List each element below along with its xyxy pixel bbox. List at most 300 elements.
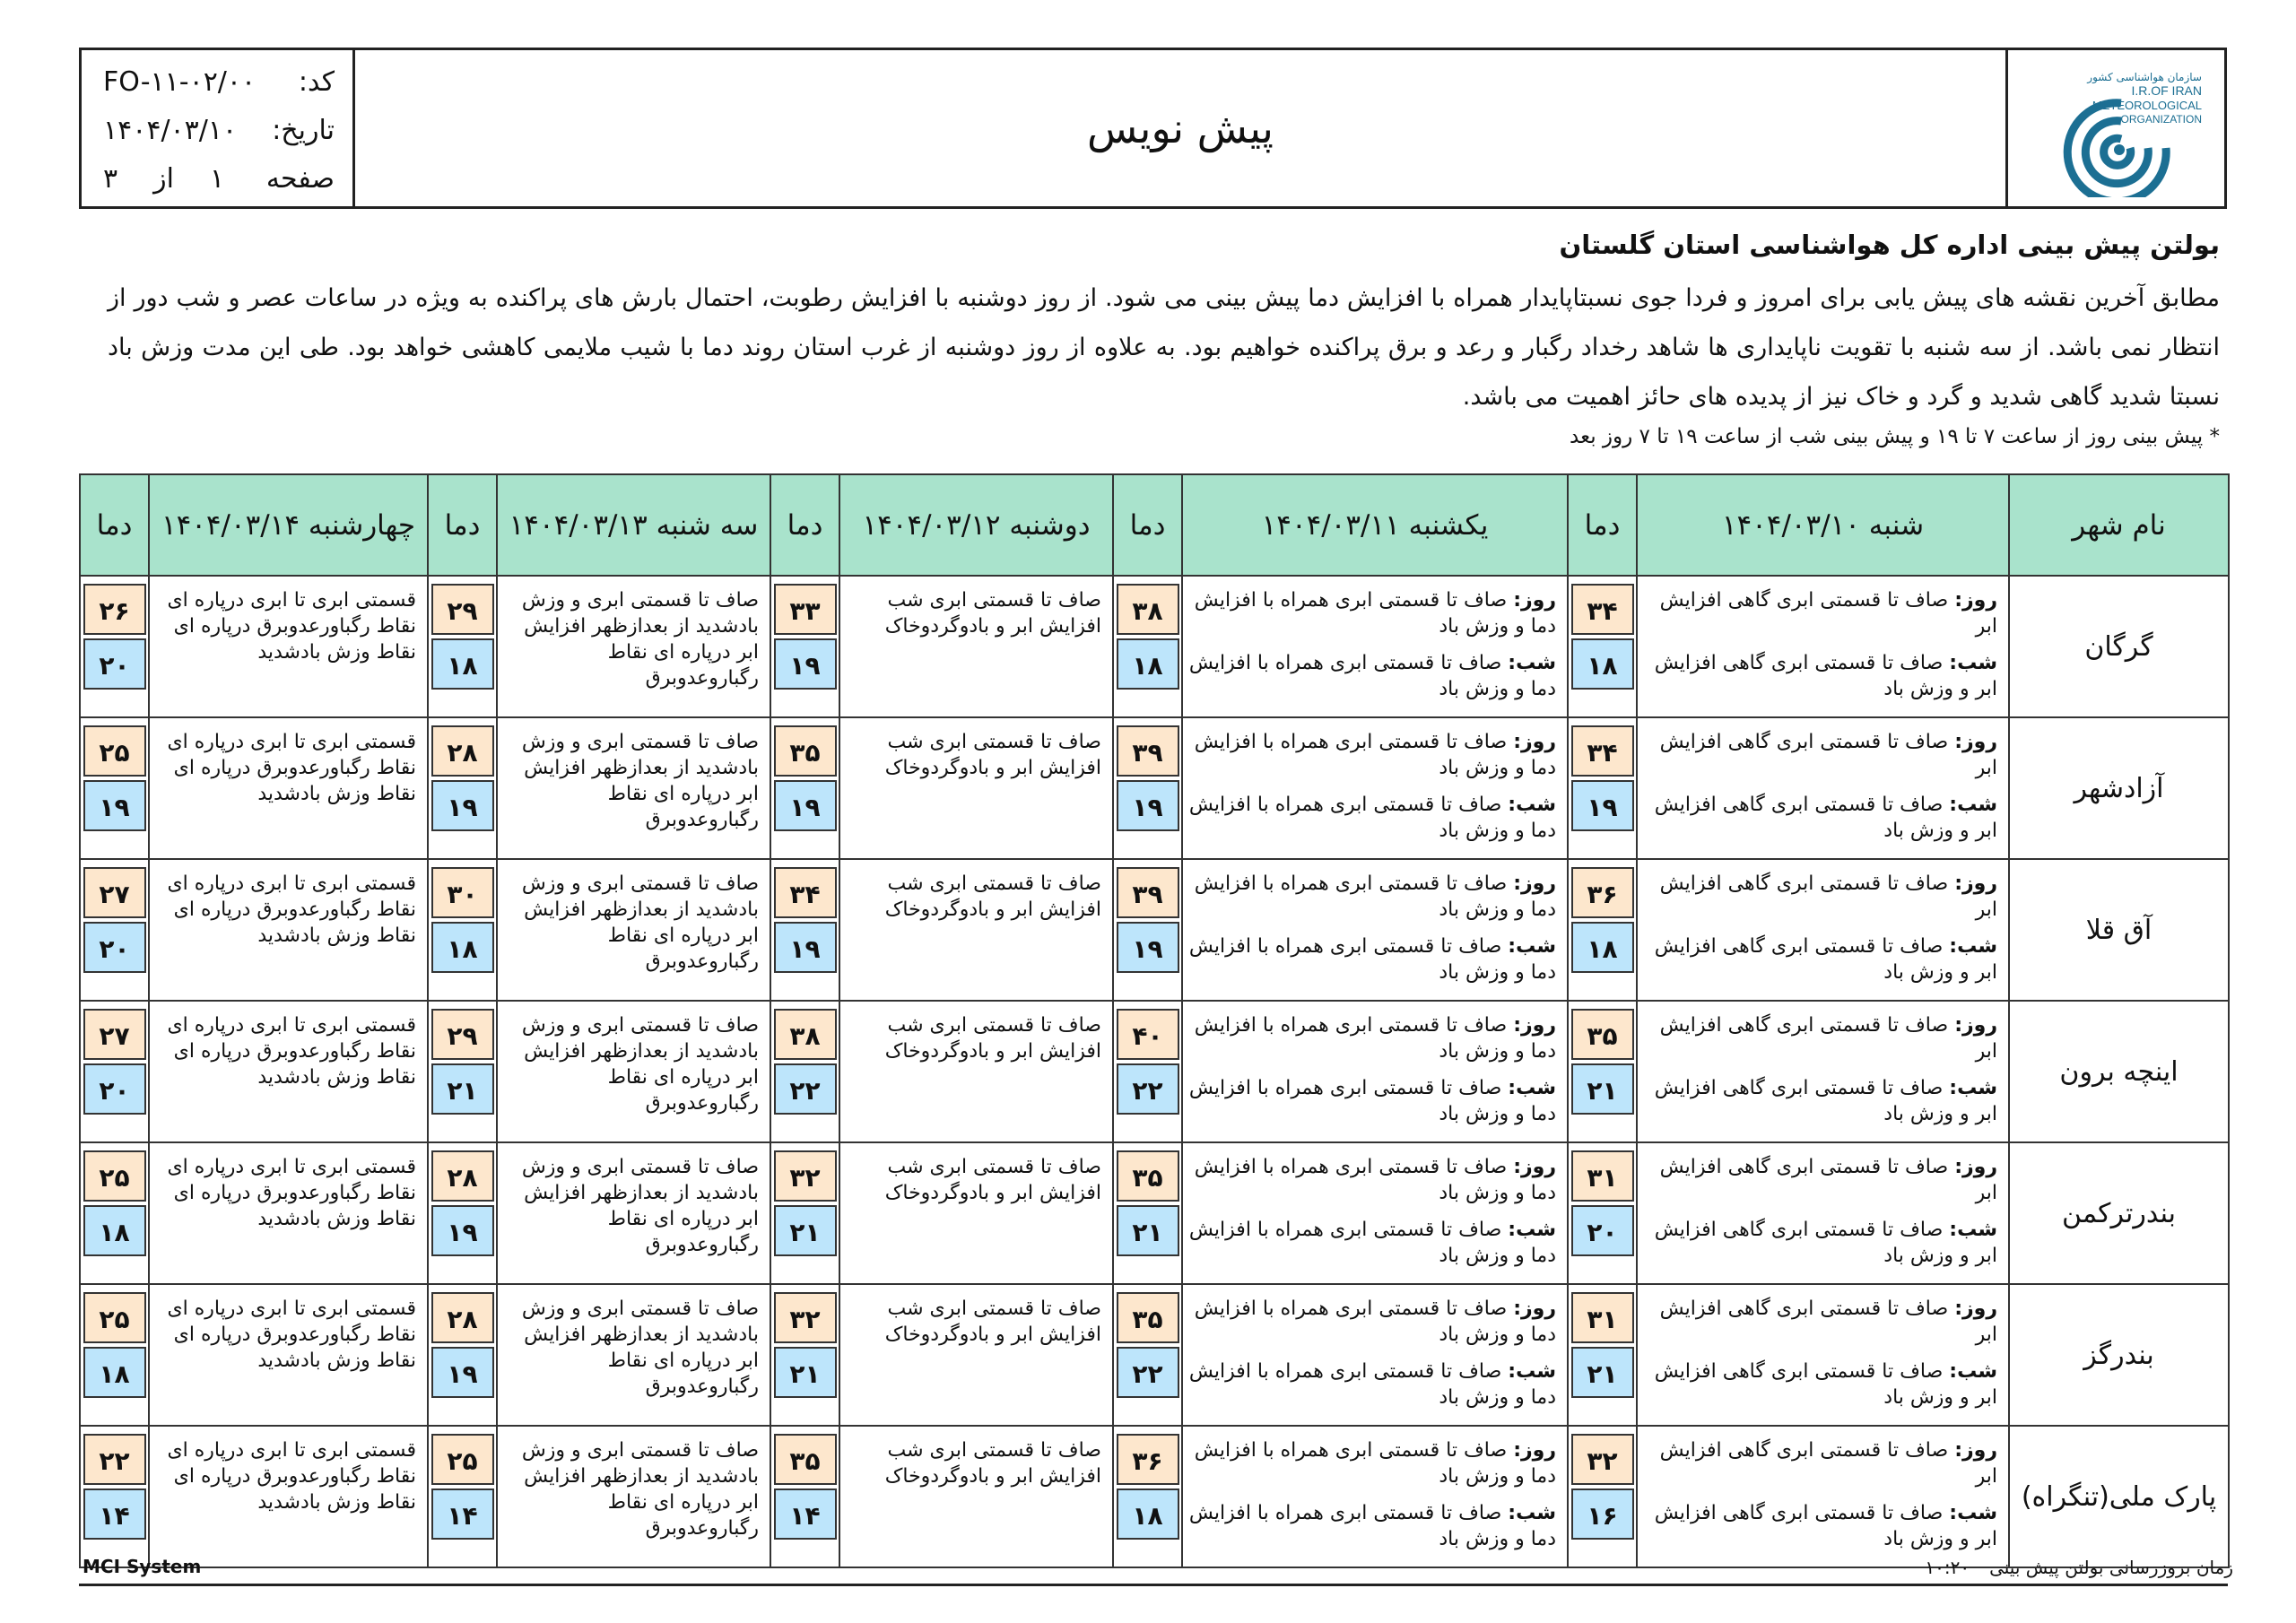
city-name: اینچه برون: [2009, 1001, 2229, 1142]
max-temp: ۲۸: [431, 1150, 494, 1202]
day-label: روز:: [1954, 872, 1997, 895]
night-label: شب:: [1508, 1219, 1556, 1241]
forecast-text: قسمتی ابری تا ابری درپاره ای نقاط رگباورعدوبرق درپاره ای نقاط وزش بادشدید: [167, 1156, 416, 1230]
forecast-text: صاف تا قسمتی ابری شب افزایش ابر و بادوگردوخاک: [884, 1156, 1101, 1204]
day-label: روز:: [1954, 1156, 1997, 1178]
day-label: روز:: [1513, 1298, 1556, 1320]
forecast-description: [1182, 576, 1568, 717]
forecast-description: [1182, 859, 1568, 1001]
temperature-cell: [80, 859, 149, 1001]
min-temp: ۱۶: [1571, 1488, 1634, 1540]
title-cell: [355, 50, 2005, 206]
day-text: صاف تا قسمتی ابری همراه با افزایش دما و وزش باد: [1194, 589, 1556, 638]
date-row: [103, 115, 335, 146]
forecast-description: [839, 1284, 1113, 1426]
forecast-description: [839, 717, 1113, 859]
page-title: پیش نویس: [1087, 104, 1274, 152]
temperature-cell: [428, 1001, 497, 1142]
temperature-cell: [770, 1426, 839, 1567]
forecast-text: صاف تا قسمتی ابری و وزش بادشدید از بعدازظهر افزایش ابر درپاره ای نقاط رگباروعدوبرق: [521, 1156, 759, 1256]
max-temp: ۲۵: [431, 1434, 494, 1485]
temperature-cell: [770, 1001, 839, 1142]
max-temp: ۳۸: [774, 1009, 837, 1060]
night-text: صاف تا قسمتی ابری همراه با افزایش دما و وزش باد: [1188, 935, 1556, 984]
table-row: [80, 1426, 2229, 1567]
temperature-cell: [1113, 1284, 1182, 1426]
day-text: صاف تا قسمتی ابری گاهی افزایش ابر: [1659, 731, 1997, 779]
day-text: صاف تا قسمتی ابری همراه با افزایش دما و وزش باد: [1194, 731, 1556, 779]
min-temp: ۲۲: [1117, 1347, 1179, 1398]
min-temp: ۲۲: [774, 1063, 837, 1115]
forecast-text: صاف تا قسمتی ابری شب افزایش ابر و بادوگردوخاک: [884, 731, 1101, 779]
forecast-text: قسمتی ابری تا ابری درپاره ای نقاط رگباورعدوبرق درپاره ای نقاط وزش بادشدید: [167, 1014, 416, 1089]
doc-meta: [82, 50, 355, 206]
max-temp: ۲۹: [431, 1009, 494, 1060]
day-text: صاف تا قسمتی ابری همراه با افزایش دما و وزش باد: [1194, 1014, 1556, 1063]
document-header: [79, 48, 2227, 209]
night-label: شب:: [1949, 935, 1997, 958]
max-temp: ۳۵: [774, 725, 837, 777]
forecast-description: [1637, 576, 2009, 717]
forecast-description: [839, 1142, 1113, 1284]
day-label: روز:: [1954, 1298, 1997, 1320]
forecast-description: [149, 717, 428, 859]
temperature-cell: [770, 859, 839, 1001]
max-temp: ۳۵: [1571, 1009, 1634, 1060]
table-row: [80, 859, 2229, 1001]
day-label: روز:: [1954, 731, 1997, 753]
logo-line-2: METEOROLOGICAL: [2092, 99, 2202, 112]
day-header-3: دوشنبه ۱۴۰۴/۰۳/۱۲: [839, 474, 1113, 576]
temp-header: دما: [1568, 474, 1637, 576]
min-temp: ۱۴: [774, 1488, 837, 1540]
forecast-description: [1182, 1001, 1568, 1142]
night-forecast: [1641, 1075, 1997, 1127]
forecast-description: [149, 1142, 428, 1284]
temperature-cell: [428, 1142, 497, 1284]
temperature-cell: [80, 1142, 149, 1284]
min-temp: ۱۹: [1571, 780, 1634, 831]
temperature-cell: [428, 859, 497, 1001]
day-forecast: [1641, 729, 1997, 781]
night-text: صاف تا قسمتی ابری گاهی افزایش ابر و وزش باد: [1654, 1360, 1997, 1409]
table-row: [80, 576, 2229, 717]
temperature-cell: [1113, 1142, 1182, 1284]
table-row: [80, 1284, 2229, 1426]
night-text: صاف تا قسمتی ابری همراه با افزایش دما و وزش باد: [1188, 1219, 1556, 1267]
temperature-cell: [1568, 1426, 1637, 1567]
day-forecast: [1187, 729, 1556, 781]
min-temp: ۱۹: [774, 638, 837, 690]
day-label: روز:: [1513, 589, 1556, 612]
max-temp: ۳۵: [1117, 1292, 1179, 1343]
min-temp: ۱۹: [1117, 922, 1179, 973]
forecast-description: [497, 717, 770, 859]
night-forecast: [1187, 792, 1556, 844]
day-label: روز:: [1954, 1014, 1997, 1037]
min-temp: ۱۹: [774, 780, 837, 831]
min-temp: ۲۱: [774, 1347, 837, 1398]
forecast-description: [1182, 1142, 1568, 1284]
max-temp: ۳۴: [774, 867, 837, 918]
temperature-cell: [1113, 717, 1182, 859]
min-temp: ۱۸: [431, 922, 494, 973]
update-info: [1925, 1557, 2233, 1578]
min-temp: ۲۰: [83, 1063, 146, 1115]
code-value: FO-۱۱-۰۲/۰۰: [103, 66, 257, 98]
night-forecast: [1641, 1358, 1997, 1410]
day-forecast: [1187, 1296, 1556, 1348]
temperature-cell: [770, 717, 839, 859]
day-text: صاف تا قسمتی ابری گاهی افزایش ابر: [1659, 1156, 1997, 1204]
code-label: کد:: [298, 66, 335, 98]
date-label: تاریخ:: [272, 115, 335, 146]
temp-header: دما: [428, 474, 497, 576]
forecast-description: [149, 859, 428, 1001]
temp-header: دما: [80, 474, 149, 576]
min-temp: ۱۸: [83, 1205, 146, 1256]
temperature-cell: [1568, 1284, 1637, 1426]
night-text: صاف تا قسمتی ابری همراه با افزایش دما و وزش باد: [1188, 794, 1556, 842]
min-temp: ۱۴: [83, 1488, 146, 1540]
max-temp: ۲۷: [83, 1009, 146, 1060]
forecast-text: صاف تا قسمتی ابری و وزش بادشدید از بعدازظهر افزایش ابر درپاره ای نقاط رگباروعدوبرق: [521, 1298, 759, 1398]
min-temp: ۲۱: [1571, 1063, 1634, 1115]
city-name: بندرگز: [2009, 1284, 2229, 1426]
forecast-description: [497, 859, 770, 1001]
day-label: روز:: [1513, 1439, 1556, 1462]
day-forecast: [1187, 587, 1556, 639]
night-forecast: [1641, 792, 1997, 844]
temperature-cell: [1568, 717, 1637, 859]
city-name: آزادشهر: [2009, 717, 2229, 859]
day-text: صاف تا قسمتی ابری همراه با افزایش دما و وزش باد: [1194, 1156, 1556, 1204]
temperature-cell: [770, 576, 839, 717]
min-temp: ۲۱: [774, 1205, 837, 1256]
min-temp: ۲۰: [1571, 1205, 1634, 1256]
day-label: روز:: [1513, 1014, 1556, 1037]
forecast-text: صاف تا قسمتی ابری و وزش بادشدید از بعدازظهر افزایش ابر درپاره ای نقاط رگباروعدوبرق: [521, 872, 759, 973]
max-temp: ۳۵: [774, 1434, 837, 1485]
max-temp: ۴۰: [1117, 1009, 1179, 1060]
city-name: آق قلا: [2009, 859, 2229, 1001]
day-forecast: [1641, 587, 1997, 639]
min-temp: ۱۹: [431, 1347, 494, 1398]
forecast-description: [1182, 1426, 1568, 1567]
max-temp: ۳۰: [431, 867, 494, 918]
temperature-cell: [80, 576, 149, 717]
night-label: شب:: [1508, 1360, 1556, 1383]
forecast-time-note: * پیش بینی روز از ساعت ۷ تا ۱۹ و پیش بینی شب از ساعت ۱۹ تا ۷ روز بعد: [1570, 425, 2220, 448]
night-label: شب:: [1508, 652, 1556, 674]
day-text: صاف تا قسمتی ابری گاهی افزایش ابر: [1659, 1298, 1997, 1346]
logo-line-3: ORGANIZATION: [2120, 113, 2202, 126]
day-label: روز:: [1513, 1156, 1556, 1178]
min-temp: ۱۹: [1117, 780, 1179, 831]
temperature-cell: [1568, 1001, 1637, 1142]
temperature-cell: [1113, 1001, 1182, 1142]
max-temp: ۳۱: [1571, 1150, 1634, 1202]
forecast-text: صاف تا قسمتی ابری شب افزایش ابر و بادوگردوخاک: [884, 589, 1101, 638]
forecast-description: [839, 576, 1113, 717]
day-label: روز:: [1954, 1439, 1997, 1462]
temperature-cell: [1568, 576, 1637, 717]
min-temp: ۱۸: [1571, 638, 1634, 690]
night-forecast: [1187, 650, 1556, 702]
temperature-cell: [80, 1001, 149, 1142]
min-temp: ۱۸: [83, 1347, 146, 1398]
forecast-text: صاف تا قسمتی ابری شب افزایش ابر و بادوگردوخاک: [884, 1298, 1101, 1346]
temperature-cell: [80, 1426, 149, 1567]
night-text: صاف تا قسمتی ابری همراه با افزایش دما و وزش باد: [1188, 1502, 1556, 1550]
night-label: شب:: [1949, 652, 1997, 674]
forecast-description: [839, 1001, 1113, 1142]
min-temp: ۱۸: [431, 638, 494, 690]
forecast-description: [839, 1426, 1113, 1567]
max-temp: ۳۲: [774, 1292, 837, 1343]
day-header-4: سه شنبه ۱۴۰۴/۰۳/۱۳: [497, 474, 770, 576]
min-temp: ۲۱: [1117, 1205, 1179, 1256]
min-temp: ۱۸: [1117, 638, 1179, 690]
night-text: صاف تا قسمتی ابری همراه با افزایش دما و وزش باد: [1188, 1077, 1556, 1125]
update-label: زمان بروزرسانی بولتن پیش بینی: [1989, 1557, 2233, 1578]
day-text: صاف تا قسمتی ابری گاهی افزایش ابر: [1659, 1014, 1997, 1063]
night-forecast: [1641, 1500, 1997, 1552]
forecast-description: [1637, 1001, 2009, 1142]
night-text: صاف تا قسمتی ابری همراه با افزایش دما و وزش باد: [1188, 1360, 1556, 1409]
night-forecast: [1187, 1075, 1556, 1127]
night-label: شب:: [1508, 935, 1556, 958]
temperature-cell: [80, 717, 149, 859]
page-row: [103, 163, 335, 195]
city-name: بندرترکمن: [2009, 1142, 2229, 1284]
day-forecast: [1187, 1012, 1556, 1064]
min-temp: ۱۸: [1117, 1488, 1179, 1540]
forecast-text: صاف تا قسمتی ابری شب افزایش ابر و بادوگردوخاک: [884, 872, 1101, 921]
night-text: صاف تا قسمتی ابری گاهی افزایش ابر و وزش باد: [1654, 1077, 1997, 1125]
system-name: MCI System: [83, 1556, 202, 1577]
day-text: صاف تا قسمتی ابری همراه با افزایش دما و وزش باد: [1194, 872, 1556, 921]
code-row: [103, 66, 335, 98]
table-header-row: [80, 474, 2229, 576]
temperature-cell: [1568, 1142, 1637, 1284]
forecast-description: [497, 576, 770, 717]
forecast-text: قسمتی ابری تا ابری درپاره ای نقاط رگباورعدوبرق درپاره ای نقاط وزش بادشدید: [167, 1439, 416, 1514]
night-label: شب:: [1949, 1219, 1997, 1241]
temperature-cell: [1568, 859, 1637, 1001]
day-forecast: [1641, 1154, 1997, 1206]
night-text: صاف تا قسمتی ابری گاهی افزایش ابر و وزش باد: [1654, 1219, 1997, 1267]
max-temp: ۳۳: [774, 584, 837, 635]
day-forecast: [1187, 1437, 1556, 1489]
forecast-description: [839, 859, 1113, 1001]
forecast-text: قسمتی ابری تا ابری درپاره ای نقاط رگباورعدوبرق درپاره ای نقاط وزش بادشدید: [167, 589, 416, 664]
day-text: صاف تا قسمتی ابری گاهی افزایش ابر: [1659, 589, 1997, 638]
max-temp: ۲۸: [431, 1292, 494, 1343]
city-name: گرگان: [2009, 576, 2229, 717]
forecast-text: صاف تا قسمتی ابری و وزش بادشدید از بعدازظهر افزایش ابر درپاره ای نقاط رگباروعدوبرق: [521, 589, 759, 690]
max-temp: ۲۲: [83, 1434, 146, 1485]
min-temp: ۲۲: [1117, 1063, 1179, 1115]
forecast-description: [149, 576, 428, 717]
min-temp: ۱۸: [1571, 922, 1634, 973]
night-forecast: [1187, 933, 1556, 985]
page-of-label: از: [153, 163, 174, 195]
forecast-text: قسمتی ابری تا ابری درپاره ای نقاط رگباورعدوبرق درپاره ای نقاط وزش بادشدید: [167, 872, 416, 947]
forecast-description: [149, 1284, 428, 1426]
night-label: شب:: [1949, 1077, 1997, 1099]
max-temp: ۲۹: [431, 584, 494, 635]
temperature-cell: [428, 1426, 497, 1567]
min-temp: ۱۹: [431, 1205, 494, 1256]
night-text: صاف تا قسمتی ابری گاهی افزایش ابر و وزش باد: [1654, 1502, 1997, 1550]
max-temp: ۲۶: [83, 584, 146, 635]
forecast-text: صاف تا قسمتی ابری و وزش بادشدید از بعدازظهر افزایش ابر درپاره ای نقاط رگباروعدوبرق: [521, 1439, 759, 1540]
forecast-text: صاف تا قسمتی ابری شب افزایش ابر و بادوگردوخاک: [884, 1014, 1101, 1063]
max-temp: ۳۴: [1571, 725, 1634, 777]
day-header-5: چهارشنبه ۱۴۰۴/۰۳/۱۴: [149, 474, 428, 576]
city-header: نام شهر: [2009, 474, 2229, 576]
min-temp: ۲۰: [83, 922, 146, 973]
max-temp: ۳۶: [1571, 867, 1634, 918]
page-number: ۱: [209, 163, 225, 195]
update-time: ۱۰:۲۰: [1925, 1557, 1970, 1578]
date-value: ۱۴۰۴/۰۳/۱۰: [103, 115, 238, 146]
day-label: روز:: [1513, 731, 1556, 753]
night-forecast: [1187, 1217, 1556, 1269]
night-label: شب:: [1508, 794, 1556, 816]
table-row: [80, 1001, 2229, 1142]
page-label: صفحه: [265, 163, 335, 195]
day-forecast: [1641, 871, 1997, 923]
day-label: روز:: [1513, 872, 1556, 895]
min-temp: ۲۱: [1571, 1347, 1634, 1398]
max-temp: ۲۵: [83, 725, 146, 777]
min-temp: ۱۴: [431, 1488, 494, 1540]
table-row: [80, 717, 2229, 859]
day-header-1: شنبه ۱۴۰۴/۰۳/۱۰: [1637, 474, 2009, 576]
temperature-cell: [770, 1284, 839, 1426]
night-text: صاف تا قسمتی ابری گاهی افزایش ابر و وزش باد: [1654, 935, 1997, 984]
forecast-text: صاف تا قسمتی ابری شب افزایش ابر و بادوگردوخاک: [884, 1439, 1101, 1488]
temperature-cell: [428, 1284, 497, 1426]
max-temp: ۳۲: [774, 1150, 837, 1202]
night-text: صاف تا قسمتی ابری گاهی افزایش ابر و وزش باد: [1654, 652, 1997, 700]
forecast-text: صاف تا قسمتی ابری و وزش بادشدید از بعدازظهر افزایش ابر درپاره ای نقاط رگباروعدوبرق: [521, 1014, 759, 1115]
forecast-description: [497, 1001, 770, 1142]
forecast-description: [149, 1426, 428, 1567]
min-temp: ۱۹: [431, 780, 494, 831]
max-temp: ۳۸: [1117, 584, 1179, 635]
night-label: شب:: [1949, 794, 1997, 816]
max-temp: ۲۵: [83, 1292, 146, 1343]
temperature-cell: [1113, 1426, 1182, 1567]
temperature-cell: [1113, 576, 1182, 717]
intro-paragraph: مطابق آخرین نقشه های پیش یابی برای امروز و فردا جوی نسبتاپایدار همراه با افزایش دما پیش بینی می شود. از روز دوشنبه با افزایش رطوبت، احتمال بارش های پراکنده به ویژه در ساعات عصر و شب دور از انتظار نمی باشد. از سه شنبه با تقویت ناپایداری ها شاهد رخداد رگبار و رعد و برق پراکنده خواهیم بود. به علاوه از روز دوشنبه از غرب استان روند دما با شیب ملایمی کاهشی خواهد بود. طی این مدت وزش باد نسبتا شدید گاهی شدید و گرد و خاک نیز از پدیده های حائز اهمیت می باشد.: [108, 284, 2220, 411]
day-text: صاف تا قسمتی ابری گاهی افزایش ابر: [1659, 1439, 1997, 1488]
night-forecast: [1641, 933, 1997, 985]
forecast-text: قسمتی ابری تا ابری درپاره ای نقاط رگباورعدوبرق درپاره ای نقاط وزش بادشدید: [167, 1298, 416, 1372]
temp-header: دما: [1113, 474, 1182, 576]
night-label: شب:: [1949, 1360, 1997, 1383]
day-forecast: [1641, 1437, 1997, 1489]
day-header-2: یکشنبه ۱۴۰۴/۰۳/۱۱: [1182, 474, 1568, 576]
day-forecast: [1641, 1012, 1997, 1064]
day-forecast: [1187, 871, 1556, 923]
forecast-description: [149, 1001, 428, 1142]
forecast-description: [1182, 1284, 1568, 1426]
footer-divider: [79, 1584, 2228, 1586]
forecast-text: قسمتی ابری تا ابری درپاره ای نقاط رگباورعدوبرق درپاره ای نقاط وزش بادشدید: [167, 731, 416, 805]
max-temp: ۳۲: [1571, 1434, 1634, 1485]
temperature-cell: [428, 576, 497, 717]
day-forecast: [1187, 1154, 1556, 1206]
min-temp: ۱۹: [774, 922, 837, 973]
max-temp: ۲۷: [83, 867, 146, 918]
night-text: صاف تا قسمتی ابری همراه با افزایش دما و وزش باد: [1188, 652, 1556, 700]
temperature-cell: [770, 1142, 839, 1284]
day-label: روز:: [1954, 589, 1997, 612]
night-forecast: [1187, 1500, 1556, 1552]
forecast-description: [1637, 717, 2009, 859]
logo-line-1: I.R.OF IRAN: [2131, 83, 2202, 98]
city-name: پارک ملی(تنگراه): [2009, 1426, 2229, 1567]
forecast-description: [1637, 1142, 2009, 1284]
max-temp: ۲۸: [431, 725, 494, 777]
temp-header: دما: [770, 474, 839, 576]
night-forecast: [1187, 1358, 1556, 1410]
temperature-cell: [1113, 859, 1182, 1001]
min-temp: ۲۰: [83, 638, 146, 690]
forecast-description: [1637, 859, 2009, 1001]
forecast-description: [1637, 1426, 2009, 1567]
max-temp: ۳۹: [1117, 725, 1179, 777]
night-text: صاف تا قسمتی ابری گاهی افزایش ابر و وزش باد: [1654, 794, 1997, 842]
day-text: صاف تا قسمتی ابری همراه با افزایش دما و وزش باد: [1194, 1439, 1556, 1488]
max-temp: ۳۵: [1117, 1150, 1179, 1202]
night-forecast: [1641, 650, 1997, 702]
night-label: شب:: [1508, 1077, 1556, 1099]
forecast-table: [79, 473, 2230, 1568]
night-label: شب:: [1508, 1502, 1556, 1524]
min-temp: ۱۹: [83, 780, 146, 831]
logo-cell: [2005, 50, 2224, 206]
logo-text-fa: سازمان هواشناسی کشور: [2087, 71, 2202, 83]
bulletin-title: بولتن پیش بینی اداره کل هواشناسی استان گلستان: [1559, 230, 2220, 260]
forecast-description: [1182, 717, 1568, 859]
temperature-cell: [428, 717, 497, 859]
forecast-description: [1637, 1284, 2009, 1426]
night-forecast: [1641, 1217, 1997, 1269]
day-text: صاف تا قسمتی ابری همراه با افزایش دما و وزش باد: [1194, 1298, 1556, 1346]
max-temp: ۲۵: [83, 1150, 146, 1202]
forecast-description: [497, 1426, 770, 1567]
night-label: شب:: [1949, 1502, 1997, 1524]
min-temp: ۲۱: [431, 1063, 494, 1115]
forecast-description: [497, 1284, 770, 1426]
max-temp: ۳۱: [1571, 1292, 1634, 1343]
temperature-cell: [80, 1284, 149, 1426]
meteorological-organization-logo: [2022, 63, 2211, 197]
table-row: [80, 1142, 2229, 1284]
max-temp: ۳۶: [1117, 1434, 1179, 1485]
page-count: [103, 163, 224, 195]
forecast-description: [497, 1142, 770, 1284]
max-temp: ۳۴: [1571, 584, 1634, 635]
day-text: صاف تا قسمتی ابری گاهی افزایش ابر: [1659, 872, 1997, 921]
forecast-text: صاف تا قسمتی ابری و وزش بادشدید از بعدازظهر افزایش ابر درپاره ای نقاط رگباروعدوبرق: [521, 731, 759, 831]
max-temp: ۳۹: [1117, 867, 1179, 918]
